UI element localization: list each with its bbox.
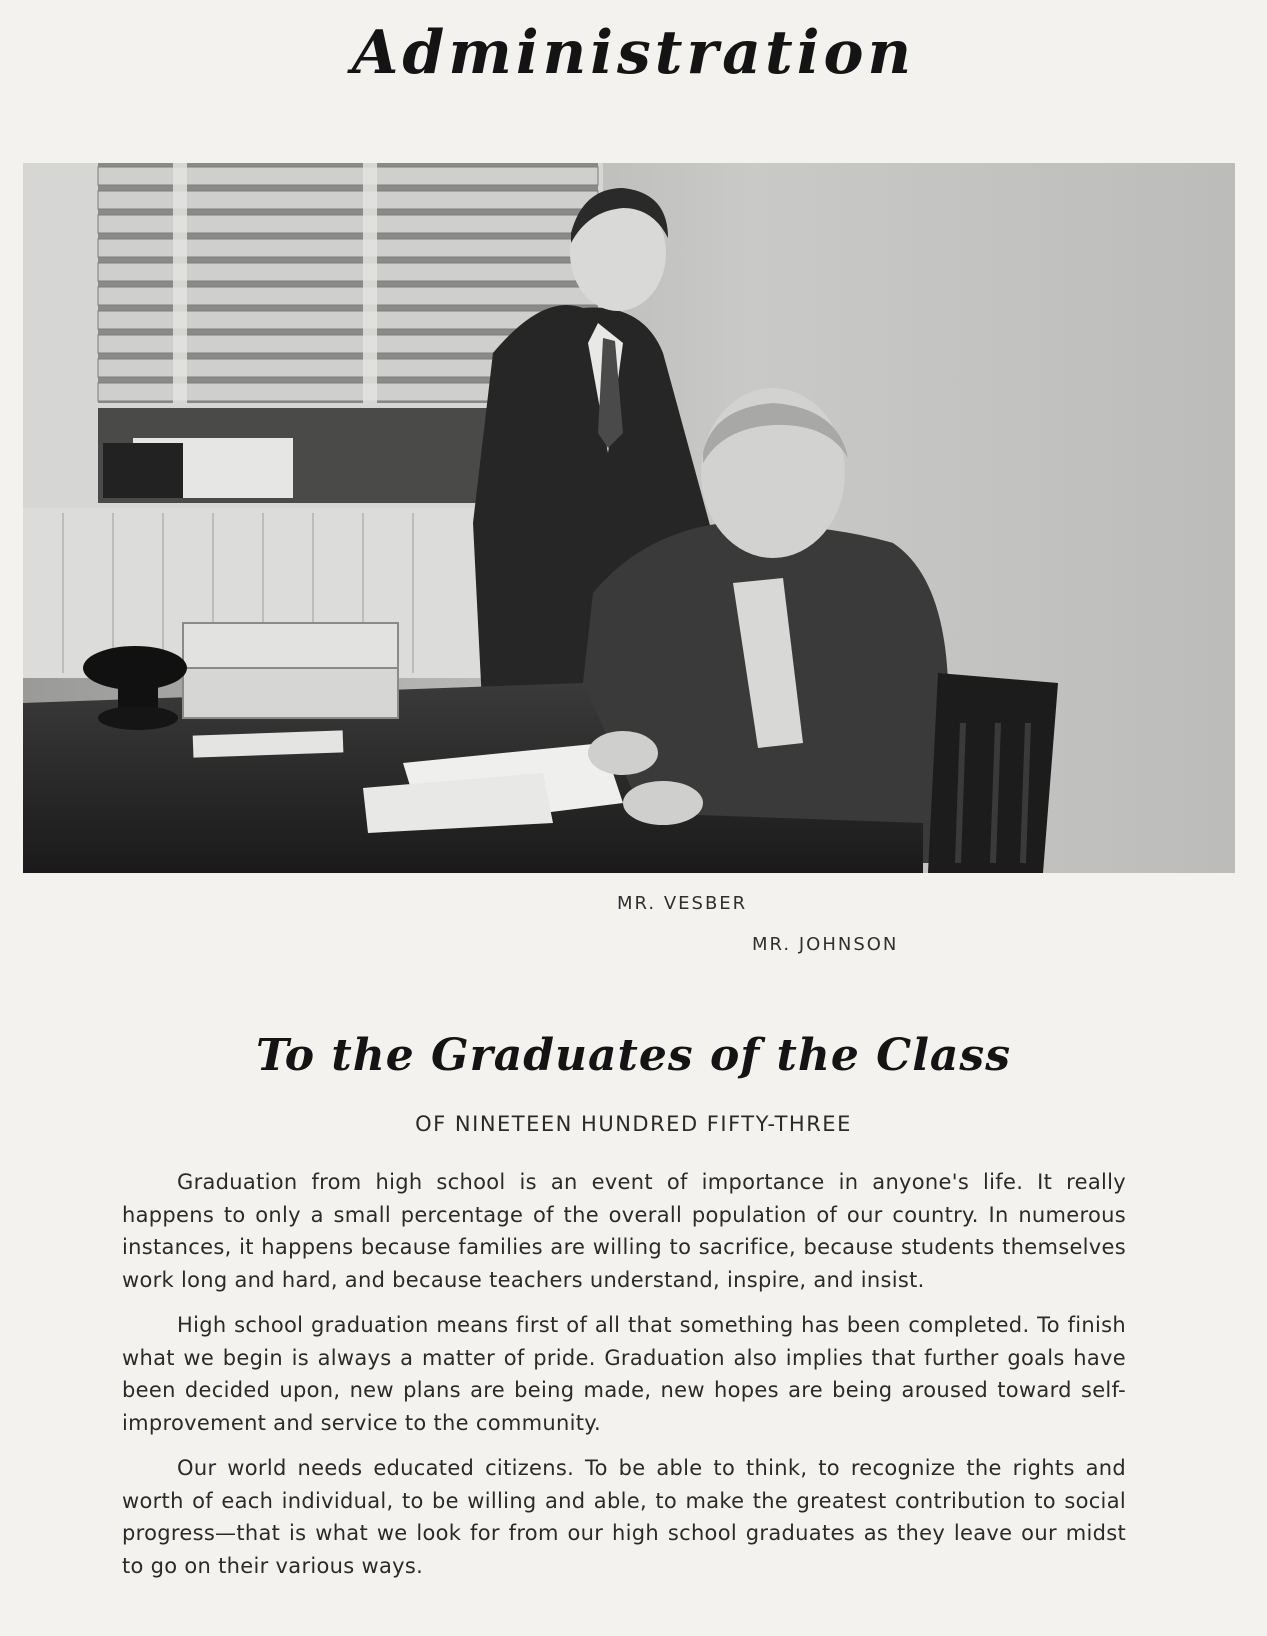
administration-photo [23,163,1235,873]
paragraph-2: High school graduation means first of all that something has been completed. To finish what we begin is always a matter of pride. Graduation also implies that further goals have been decided upon, new plans are being made, new hopes are being aroused toward self-improvement and service to the community. [122,1313,1126,1435]
message-title: To the Graduates of the Class [256,1030,1011,1081]
message-body [122,1166,1126,1595]
page-title: Administration [351,18,916,88]
paragraph-3: Our world needs educated citizens. To be able to think, to recognize the rights and worth of each individual, to be willing and able, to make the greatest contribution to social progress—that is what we look for from our high school graduates as they leave our midst to go on their various ways. [122,1456,1126,1578]
message-subtitle: OF NINETEEN HUNDRED FIFTY-THREE [415,1112,852,1136]
paragraph-1: Graduation from high school is an event of importance in anyone's life. It really happens to only a small percentage of the overall population of our country. In numerous instances, it happens because families are willing to sacrifice, because students themselves work long and hard, and because teachers understand, inspire, and insist. [122,1170,1126,1292]
caption-mr-johnson: MR. JOHNSON [752,934,899,955]
caption-mr-vesber: MR. VESBER [617,893,748,914]
